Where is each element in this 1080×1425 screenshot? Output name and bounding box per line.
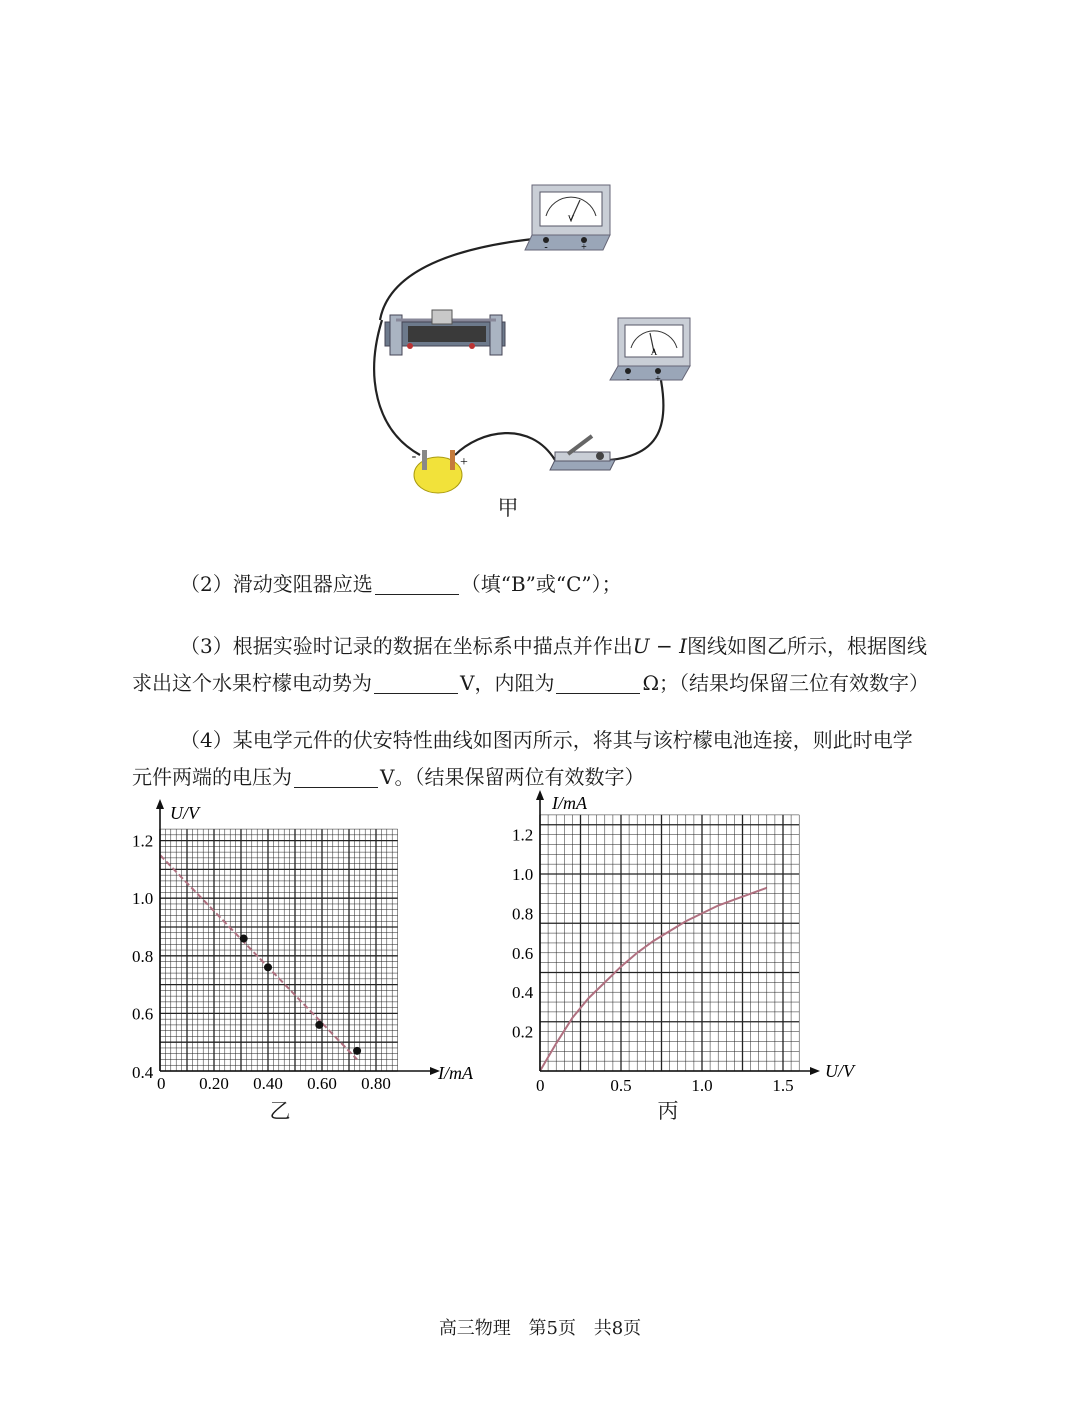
lemon-battery (412, 449, 468, 493)
bing-y-tick-label: 0.2 (512, 1022, 534, 1042)
q3-text-before-math: 根据实验时记录的数据在坐标系中描点并作出 (232, 634, 633, 658)
yi-x-tick-label: 0.40 (253, 1074, 283, 1093)
chart-bing (500, 785, 880, 1105)
chart-yi (120, 795, 500, 1125)
yi-origin-y: 0.4 (132, 1063, 154, 1082)
yi-x-tick-label: 0.80 (361, 1074, 391, 1093)
question-3 (132, 628, 952, 702)
battery-plus: + (460, 455, 468, 470)
q3-number: （3） (180, 634, 233, 658)
voltmeter-letter: V (567, 214, 575, 224)
yi-y-tick-label: 1.0 (132, 889, 154, 909)
question-2 (132, 566, 1000, 603)
q4-number: （4） (180, 728, 233, 752)
yi-xlabel: I/mA (438, 1063, 473, 1083)
bing-y-tick-label: 1.2 (512, 825, 534, 845)
bing-y-tick-label: 0.4 (512, 983, 534, 1003)
q2-text-before: 滑动变阻器应选 (232, 572, 373, 596)
bing-x-arrow (810, 1067, 820, 1075)
q3-emf-blank[interactable] (374, 673, 458, 694)
q4-line2-after: V。（结果保留两位有效数字） (380, 765, 645, 789)
voltmeter-plus: + (581, 242, 587, 253)
page-footer: 高三物理 第5页 共8页 (438, 1318, 642, 1339)
yi-data-point (264, 963, 272, 971)
yi-y-arrow (156, 799, 164, 809)
voltmeter (525, 185, 610, 253)
rheostat (385, 310, 505, 355)
ammeter-plus: + (655, 374, 661, 385)
wire-voltmeter-to-rheostat (380, 238, 543, 320)
bing-x-tick-label: 0.5 (610, 1076, 632, 1095)
chart-bing-caption: 丙 (657, 1099, 679, 1123)
q4-line2-before: 元件两端的电压为 (132, 765, 292, 789)
q2-answer-blank[interactable] (375, 574, 459, 595)
ammeter (610, 318, 690, 385)
switch (550, 436, 615, 470)
bing-origin: 0 (536, 1076, 545, 1095)
q2-number: （2） (180, 572, 233, 596)
yi-x-tick-label: 0.20 (199, 1074, 229, 1093)
yi-y-tick-label: 1.2 (132, 831, 154, 851)
bing-y-tick-label: 1.0 (512, 865, 534, 884)
q3-math-ui: U − I (632, 634, 687, 658)
q2-text-after: （填“B”或“C”）； (460, 572, 622, 596)
q3-unit-ohm: Ω；（结果均保留三位有效数字） (642, 671, 930, 695)
q4-line1: 某电学元件的伏安特性曲线如图丙所示，将其与该柠檬电池连接，则此时电学 (232, 728, 913, 752)
yi-data-point (315, 1021, 323, 1029)
yi-y-tick-label: 0.6 (132, 1004, 154, 1024)
wire-switch-to-ammeter (610, 375, 663, 460)
wire-battery-to-switch (455, 433, 555, 460)
bing-xlabel: U/V (825, 1061, 854, 1081)
yi-data-point (240, 935, 248, 943)
yi-y-tick-label: 0.8 (132, 946, 154, 966)
q3-line2-before: 求出这个水果柠檬电动势为 (132, 671, 372, 695)
yi-x-tick-label: 0.60 (307, 1074, 337, 1093)
voltmeter-minus: - (544, 242, 548, 253)
bing-x-tick-label: 1.5 (772, 1076, 794, 1095)
q3-resistance-blank[interactable] (556, 673, 640, 694)
ammeter-minus: - (626, 374, 630, 385)
q3-unit-v: V，内阻为 (460, 671, 555, 695)
yi-data-point (353, 1047, 361, 1055)
bing-x-tick-label: 1.0 (691, 1076, 713, 1095)
yi-origin-x: 0 (157, 1074, 166, 1093)
bing-y-arrow (536, 790, 544, 800)
figure-jia-caption: 甲 (497, 496, 519, 520)
bing-ylabel: I/mA (552, 793, 587, 813)
circuit-figure (360, 170, 720, 500)
yi-ylabel: U/V (170, 803, 199, 823)
battery-minus: - (411, 449, 417, 464)
bing-y-tick-label: 0.8 (512, 904, 534, 924)
bing-y-tick-label: 0.6 (512, 943, 534, 963)
ammeter-letter: A (650, 347, 658, 357)
q3-text-after-math: 图线如图乙所示，根据图线 (686, 634, 927, 658)
q4-voltage-blank[interactable] (294, 767, 378, 788)
chart-yi-caption: 乙 (269, 1099, 291, 1123)
